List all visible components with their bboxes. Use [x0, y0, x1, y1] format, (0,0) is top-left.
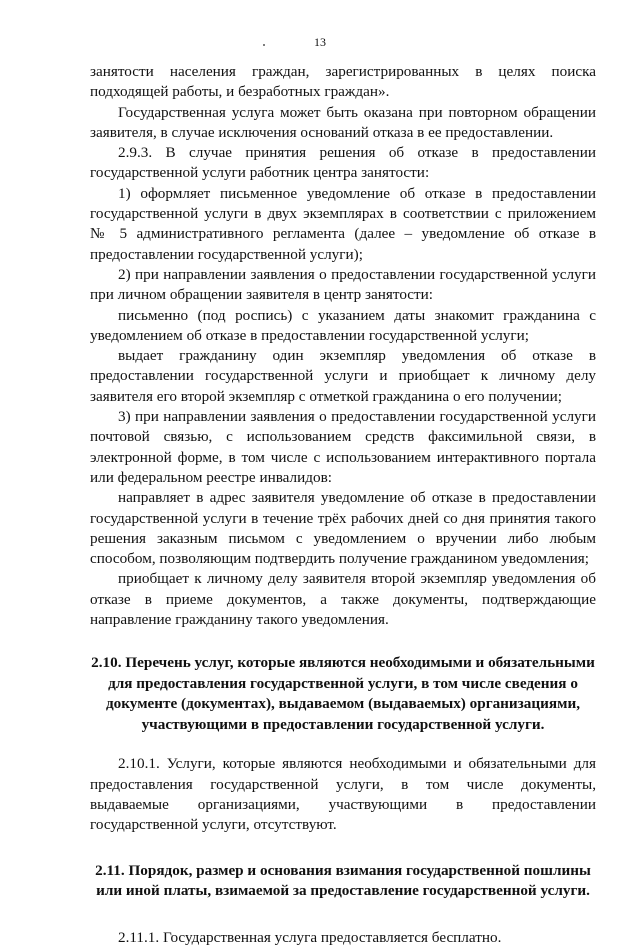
- paragraph-continuation: занятости населения граждан, зарегистрированных в целях поиска подходящей работы, и безработных граждан».: [90, 63, 596, 101]
- paragraph-repeat-request: Государственная услуга может быть оказана при повторном обращении заявителя, в случае исключения оснований отказа в ее предоставлении.: [90, 103, 596, 141]
- paragraph-2-10-1: 2.10.1. Услуги, которые являются необходимыми и обязательными для предоставления государственной услуги, в том числе документы, выдаваемые организациями, участвующими в предоставлении государственной услуги, отсутствуют.: [90, 755, 596, 834]
- paragraph-item-1: 1) оформляет письменное уведомление об отказе в предоставлении государственной услуги в двух экземплярах в соответствии с приложением № 5 административного регламента (далее – уведомление об отказе в предоставлении государственной услуги);: [90, 184, 596, 263]
- scan-speck: [263, 44, 265, 46]
- paragraph-2-11-1: 2.11.1. Государственная услуга предоставляется бесплатно.: [118, 928, 502, 946]
- paragraph-item-2: 2) при направлении заявления о предоставлении государственной услуги при личном обращении заявителя в центр занятости:: [90, 265, 596, 304]
- paragraph-item-3-attach: приобщает к личному делу заявителя второй экземпляр уведомления об отказе в приеме документов, а также документы, подтверждающие направление гражданину такого уведомления.: [90, 570, 596, 629]
- paragraph-item-3: 3) при направлении заявления о предоставлении государственной услуги почтовой связью, с использованием средств факсимильной связи, в электронной форме, в том числе с использованием интерактивного портала или федеральном реестре инвалидов:: [90, 408, 596, 486]
- paragraph-item-2-signature: письменно (под роспись) с указанием даты знакомит гражданина с уведомлением об отказе в предоставлении государственной услуги;: [90, 306, 596, 344]
- document-body: [90, 62, 596, 948]
- paragraph-item-3-send: направляет в адрес заявителя уведомление об отказе в предоставлении государственной услуги в течение трёх рабочих дней со дня принятия такого решения заказным письмом с уведомлением о вручении либо любым способом, позволяющим подтвердить получение гражданином уведомления;: [90, 489, 596, 568]
- section-2-11-heading: 2.11. Порядок, размер и основания взимания государственной пошлины или иной платы, взимаемой за предоставление государственной услуги.: [95, 861, 591, 899]
- paragraph-item-2-copy: выдает гражданину один экземпляр уведомления об отказе в предоставлении государственной услуги и приобщает к личному делу заявителя его второй экземпляр с отметкой гражданина о его получении;: [90, 347, 596, 405]
- paragraph-2-9-3: 2.9.3. В случае принятия решения об отказе в предоставлении государственной услуги работник центра занятости:: [90, 144, 596, 182]
- page-number: 13: [314, 35, 326, 49]
- section-2-10-heading: 2.10. Перечень услуг, которые являются необходимыми и обязательными для предоставления государственной услуги, в том числе сведения о документе (документах), выдаваемом (выдаваемых) организациями, участвующими в предоставлении государственной услуги.: [91, 654, 595, 733]
